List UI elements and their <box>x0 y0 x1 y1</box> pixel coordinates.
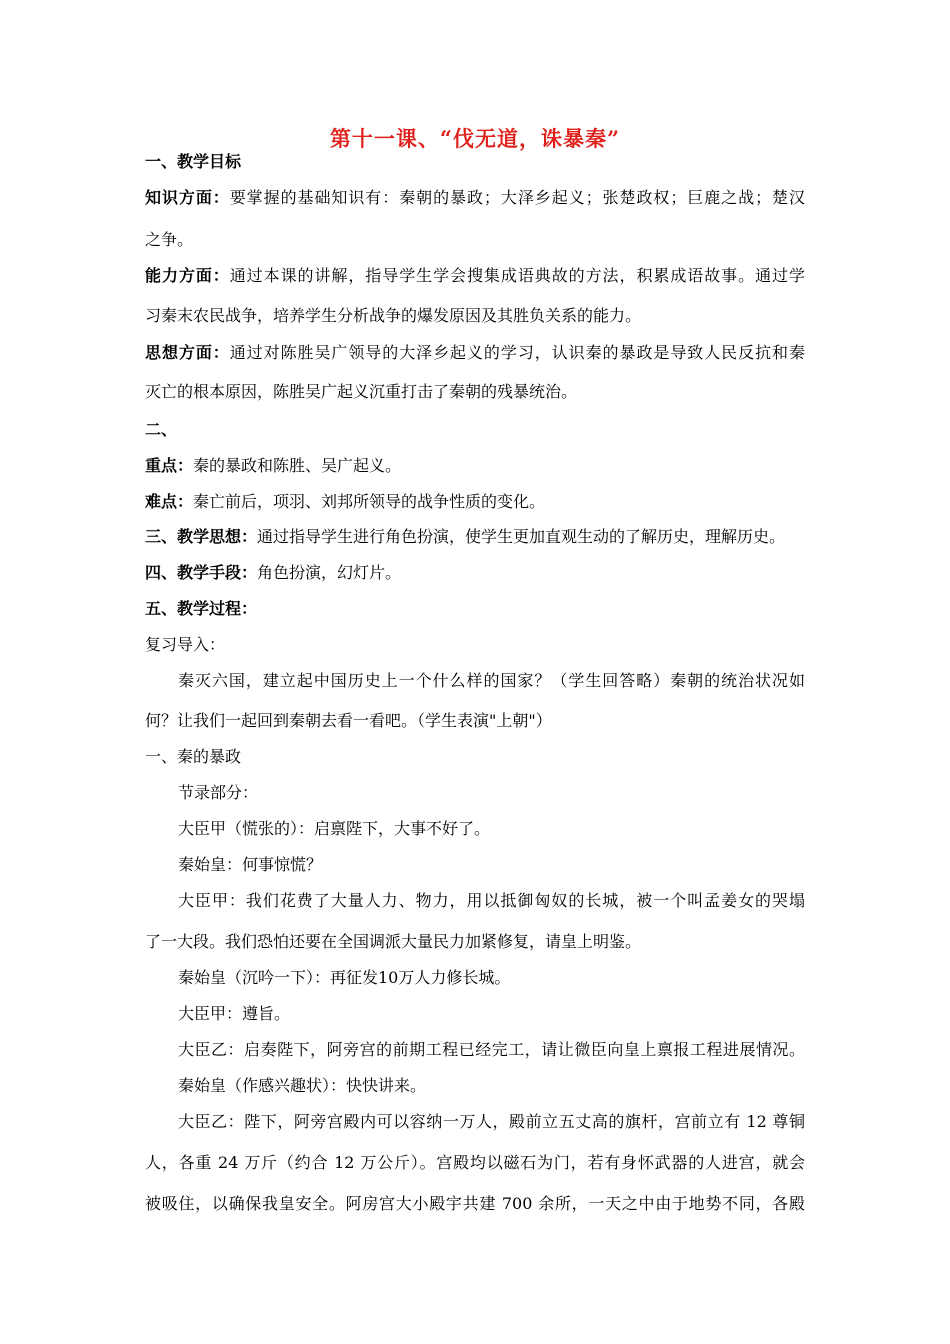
dialogue-line: 了一大段。我们恐怕还要在全国调派大量民力加紧修复，请皇上明鉴。 <box>145 932 642 951</box>
dialogue-line: 大臣甲：我们花费了大量人力、物力，用以抵御匈奴的长城，被一个叫孟姜女的哭塌 <box>178 891 805 910</box>
section-1-heading: 一、秦的暴政 <box>145 747 242 766</box>
dialogue-line: 人，各重 24 万斤（约合 12 万公斤）。宫殿均以磁石为门，若有身怀武器的人进宫，就会 <box>145 1153 805 1172</box>
goals-heading: 一、教学目标 <box>145 152 242 171</box>
ability-line-2: 习秦末农民战争，培养学生分析战争的爆发原因及其胜负关系的能力。 <box>145 306 642 325</box>
review-intro: 复习导入： <box>145 635 226 654</box>
teaching-idea: 三、教学思想：通过指导学生进行角色扮演，使学生更加直观生动的了解历史，理解历史。 <box>145 527 786 546</box>
intro-line-1: 秦灭六国，建立起中国历史上一个什么样的国家？（学生回答略）秦朝的统治状况如 <box>178 671 805 690</box>
excerpt-label: 节录部分： <box>178 783 259 802</box>
teaching-means: 四、教学手段：角色扮演，幻灯片。 <box>145 563 402 582</box>
dialogue-line: 大臣乙：启奏陛下，阿旁宫的前期工程已经完工，请让微臣向皇上禀报工程进展情况。 <box>178 1040 805 1059</box>
section-two-heading: 二、 <box>145 420 178 439</box>
dialogue-line: 秦始皇：何事惊慌？ <box>178 855 323 874</box>
dialogue-line: 秦始皇（沉吟一下）：再征发10万人力修长城。 <box>178 968 511 987</box>
dialogue-line: 大臣甲（慌张的）：启禀陛下，大事不好了。 <box>178 819 491 838</box>
dialogue-line: 大臣甲：遵旨。 <box>178 1004 291 1023</box>
ability-line-1: 能力方面：通过本课的讲解，指导学生学会搜集成语典故的方法，积累成语故事。通过学 <box>145 266 805 285</box>
process-heading: 五、教学过程： <box>145 599 258 618</box>
dialogue-line: 大臣乙：陛下，阿旁宫殿内可以容纳一万人，殿前立五丈高的旗杆，宫前立有 12 尊铜 <box>178 1112 805 1131</box>
key-point: 重点：秦的暴政和陈胜、吴广起义。 <box>145 456 402 475</box>
difficulty: 难点：秦亡前后，项羽、刘邦所领导的战争性质的变化。 <box>145 492 546 511</box>
page-title: 第十一课、“伐无道，诛暴秦” <box>329 126 621 151</box>
intro-line-2: 何？让我们一起回到秦朝去看一看吧。（学生表演"上朝"） <box>145 711 552 730</box>
dialogue-line: 被吸住，以确保我皇安全。阿房宫大小殿宇共建 700 余所，一天之中由于地势不同，各殿 <box>145 1194 805 1213</box>
knowledge-line-1: 知识方面：要掌握的基础知识有：秦朝的暴政；大泽乡起义；张楚政权；巨鹿之战；楚汉 <box>145 188 805 207</box>
ability-label: 能力方面： <box>145 266 230 285</box>
thought-label: 思想方面： <box>145 343 230 362</box>
thought-line-2: 灭亡的根本原因，陈胜吴广起义沉重打击了秦朝的残暴统治。 <box>145 382 578 401</box>
dialogue-line: 秦始皇（作感兴趣状）：快快讲来。 <box>178 1076 427 1095</box>
thought-line-1: 思想方面：通过对陈胜吴广领导的大泽乡起义的学习，认识秦的暴政是导致人民反抗和秦 <box>145 343 805 362</box>
knowledge-line-2: 之争。 <box>145 230 194 249</box>
knowledge-label: 知识方面： <box>145 188 230 207</box>
